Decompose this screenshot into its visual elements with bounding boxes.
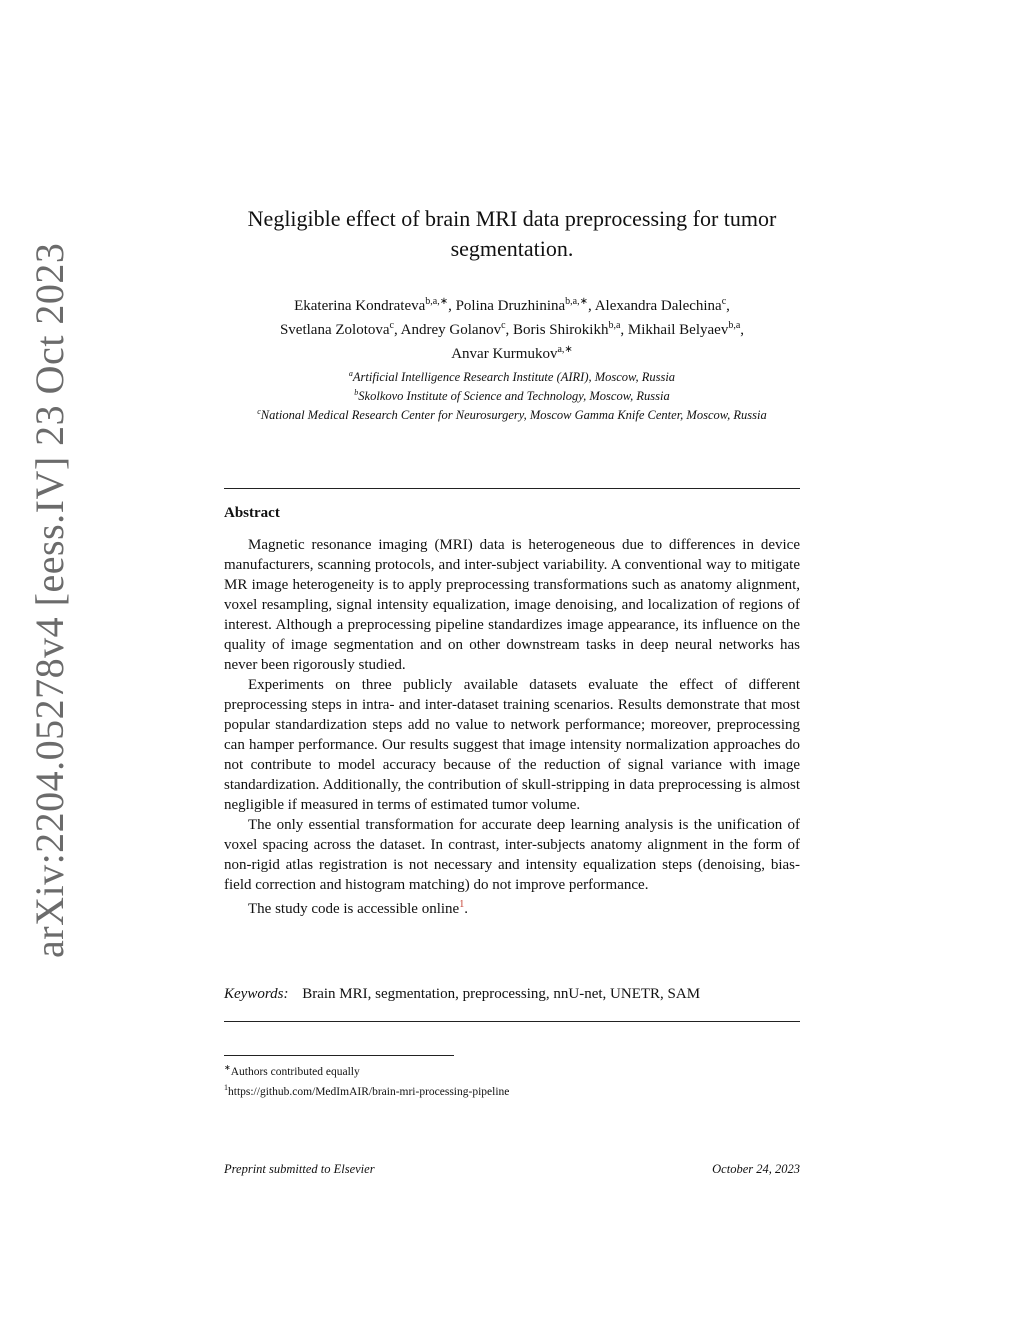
- author-affiliation-mark: c: [501, 320, 506, 331]
- footnote: ∗Authors contributed equally: [224, 1063, 360, 1078]
- author-list: Ekaterina Kondrateva$^{b,a,∗}$, Polina Druzhinina$^{b,a,∗}$, Alexandra Dalechina$^c$, Svetlana Zolotova$^c$, Andrey Golanov$^c$, Boris Shirokikh$^{b,a}$, Mikhail Belyaev$^{b,a}$, Anvar Kurmukov$^{a,∗}$: [279, 296, 745, 362]
- author-affiliation-mark: b,a,∗: [565, 296, 588, 307]
- footnote-rule: [224, 1055, 454, 1056]
- abstract-paragraph: The only essential transformation for accurate deep learning analysis is the unification of voxel spacing across the dataset. In contrast, inter-subjects anatomy alignment in the form of non-rigid atlas registration is not necessary and intensity equalization steps (denoising, bias-field correction and histogram matching) do not improve performance.: [224, 817, 800, 893]
- page-footer: [224, 1162, 800, 1177]
- keywords-text: Brain MRI, segmentation, preprocessing, nnU-net, UNETR, SAM: [302, 986, 701, 1002]
- affiliation: $^b$Skolkovo Institute of Science and Technology, Moscow, Russia: [354, 388, 670, 404]
- author-name: Ekaterina Kondrateva: [294, 298, 426, 314]
- author-name: Anvar Kurmukov: [451, 346, 558, 362]
- author-name: Boris Shirokikh: [513, 322, 609, 338]
- abstract-bottom-rule: [224, 1021, 800, 1022]
- abstract-paragraph: Experiments on three publicly available datasets evaluate the effect of different preprocessing steps in intra- and inter-dataset training scenarios. Results demonstrate that most popular standardization steps add no value to network performance; moreover, preprocessing can hamper performance. Our results suggest that image intensity normalization approaches do not contribute to model accuracy because of the reduction of signal variance with image standardization. Additionally, the contribution of skull-stripping in data preprocessing is almost negligible if measured in terms of estimated tumor volume.: [224, 677, 800, 813]
- affiliation: $^a$Artificial Intelligence Research Institute (AIRI), Moscow, Russia: [348, 369, 676, 385]
- abstract-heading: Abstract: [224, 505, 280, 521]
- paper-title: Negligible effect of brain MRI data preprocessing for tumor segmentation.: [247, 206, 777, 261]
- footer-journal: Preprint submitted to Elsevier: [224, 1162, 375, 1176]
- author-affiliation-mark: c: [389, 320, 394, 331]
- abstract-top-rule: [224, 488, 800, 489]
- abstract-paragraph: Magnetic resonance imaging (MRI) data is heterogeneous due to differences in device manufacturers, scanning protocols, and inter-subject variability. A conventional way to mitigate MR image heterogeneity is to apply preprocessing transformations such as anatomy alignment, voxel resampling, signal intensity equalization, image denoising, and localization of regions of interest. Although a preprocessing pipeline standardizes image appearance, its influence on the quality of image segmentation and on other downstream tasks in deep neural networks has never been rigorously studied.: [224, 537, 800, 673]
- affiliation: $^c$National Medical Research Center for Neurosurgery, Moscow Gamma Knife Center, Moscow, Russia: [257, 407, 767, 423]
- keywords-label: Keywords:: [224, 986, 289, 1002]
- footnote-link[interactable]: 1: [459, 899, 465, 910]
- author-affiliation-mark: b,a,∗: [425, 296, 449, 307]
- author-name: Polina Druzhinina: [455, 298, 566, 314]
- abstract-body: [224, 535, 800, 919]
- code-availability: The study code is accessible online$^1$.: [248, 899, 468, 917]
- author-affiliation-mark: b,a: [728, 320, 741, 331]
- author-name: Mikhail Belyaev: [627, 322, 729, 338]
- author-affiliation-mark: a,∗: [557, 344, 573, 355]
- author-name: Alexandra Dalechina: [594, 298, 722, 314]
- footnote-url[interactable]: $^1$https://github.com/MedImAIR/brain-mri-processing-pipeline: [224, 1082, 510, 1098]
- author-name: Svetlana Zolotova: [279, 322, 390, 338]
- arxiv-identifier: arXiv:2204.05278v4 [eess.IV] 23 Oct 2023: [27, 242, 72, 958]
- author-name: Andrey Golanov: [400, 322, 502, 338]
- author-affiliation-mark: c: [721, 296, 727, 307]
- author-affiliation-mark: b,a: [608, 320, 621, 331]
- affiliation-list: [214, 366, 810, 423]
- footnotes: [224, 1060, 800, 1100]
- keywords: [224, 986, 800, 1003]
- footer-date: October 24, 2023: [712, 1162, 800, 1176]
- code-sentence: The study code is accessible online: [248, 901, 460, 917]
